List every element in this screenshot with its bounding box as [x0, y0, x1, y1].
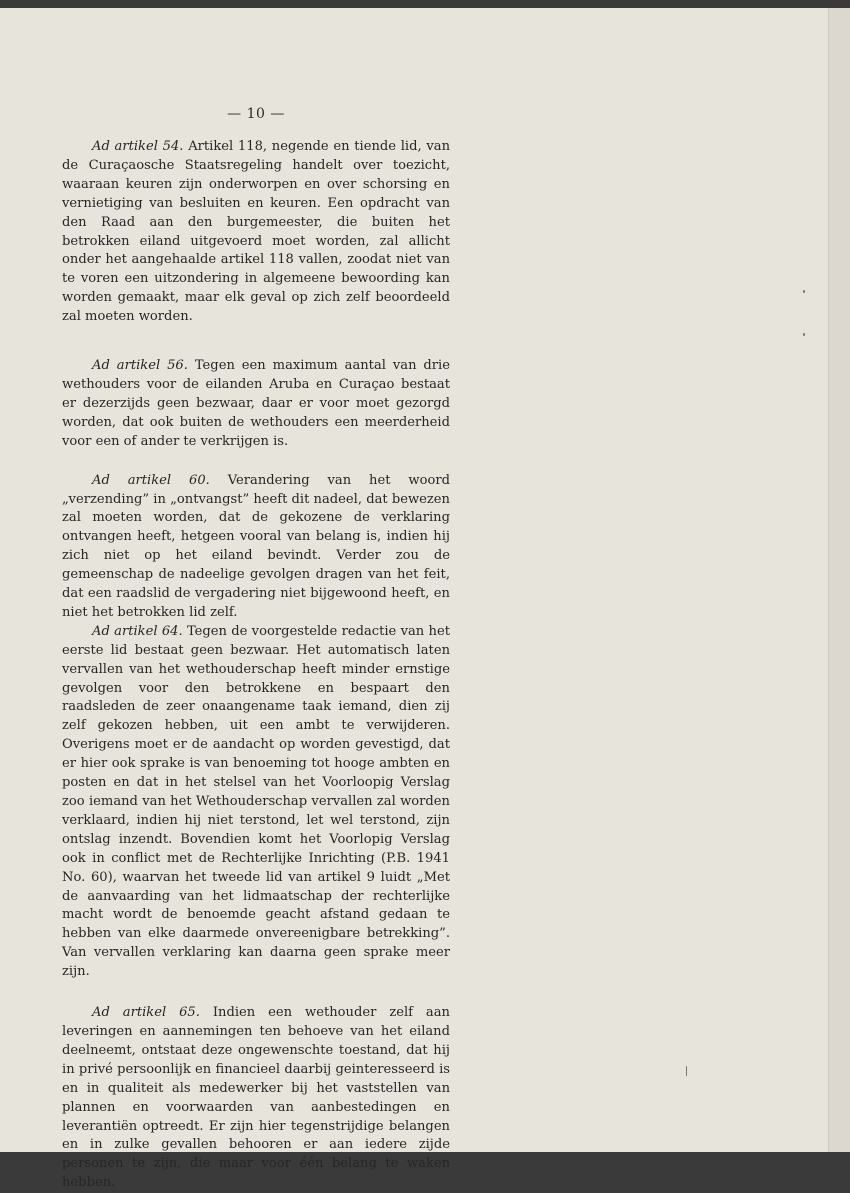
paragraph-heading: Ad artikel 54. [92, 139, 184, 154]
page-number: — 10 — [227, 106, 285, 122]
paper-speck [803, 290, 805, 293]
paper-speck [803, 333, 805, 336]
paragraph-artikel-64 [62, 623, 450, 982]
paragraph-artikel-60 [62, 472, 450, 623]
paragraph-artikel-54 [62, 138, 450, 327]
paper-speck [686, 1066, 687, 1076]
paragraph-text: Indien een wethouder zelf aan leveringen en aannemingen ten behoeve van het eiland deelneemt, ontstaat deze ongewenschte toestand, dat hij in privé persoonlijk en financieel daarbij geinteresseerd is en in qualiteit als medewerker bij het vaststellen van plannen en voorwaarden van aanbestedingen en leverantiën optreedt. Er zijn hier tegenstrijdige belangen en in zulke gevallen behooren er aan iedere zijde personen te zijn, die maar voor één belang te waken hebben. [62, 1005, 450, 1191]
paragraph-heading: Ad artikel 64. [92, 623, 183, 639]
paragraph-text: Artikel 118, negende en tiende lid, van de Curaçaosche Staatsregeling handelt over toezicht, waaraan keuren zijn onderworpen en over schorsing en vernietiging van besluiten en keuren. Een opdracht van den Raad aan den burgemeester, die buiten het betrokken eiland uitgevoerd moet worden, zal allicht onder het aangehaalde artikel 118 vallen, zoodat niet van te voren een uitzondering in algemeene bewoording kan worden gemaakt, maar elk geval op zich zelf beoordeeld zal moeten worden. [62, 139, 450, 325]
paragraph-heading: Ad artikel 56. [92, 358, 188, 374]
paragraph-heading: Ad artikel 65. [92, 1005, 200, 1021]
body-text [62, 138, 450, 1193]
paragraph-artikel-65 [62, 1004, 450, 1193]
paragraph-text: Tegen de voorgestelde redactie van het eerste lid bestaat geen bezwaar. Het automatisch laten vervallen van het wethouderschap heeft minder ernstige gevolgen voor den betrokkene en bespaart den raadsleden de zeer onaangename taak iemand, dien zij zelf gekozen hebben, uit een ambt te verwijderen. Overigens moet er de aandacht op worden gevestigd, dat er hier ook sprake is van benoeming tot hooge ambten en posten en dat in het stelsel van het Voorloopig Verslag zoo iemand van het Wethouderschap vervallen zal worden verklaard, indien hij niet terstond, let wel terstond, zijn ontslag inzendt. Bovendien komt het Voorlopig Verslag ook in conflict met de Rechterlijke Inrichting (P.B. 1941 No. 60), waarvan het tweede lid van artikel 9 luidt „Met de aanvaarding van het lidmaatschap der rechterlijke macht wordt de benoemde geacht afstand gedaan te hebben van elke daarmede onvereenigbare betrekking”. Van vervallen verklaring kan daarna geen sprake meer zijn. [62, 623, 450, 980]
paragraph-text: Verandering van het woord „verzending” in „ontvangst” heeft dit nadeel, dat bewezen zal moeten worden, dat de gekozene de verklaring ontvangen heeft, hetgeen vooral van belang is, indien hij zich niet op het eiland bevindt. Verder zou de gemeenschap de nadeelige gevolgen dragen van het feit, dat een raadslid de vergadering niet bijgewoond heeft, en niet het betrokken lid zelf. [62, 472, 451, 620]
page-edge [828, 8, 850, 1152]
paragraph-heading: Ad artikel 60. [92, 472, 210, 488]
paragraph-artikel-56 [62, 357, 450, 452]
paragraph-text: Tegen een maximum aantal van drie wethouders voor de eilanden Aruba en Curaçao bestaat er dezerzijds geen bezwaar, daar er voor moet gezorgd worden, dat ook buiten de wethouders een meerderheid voor een of ander te verkrijgen is. [62, 358, 450, 449]
document-page [0, 8, 828, 1191]
